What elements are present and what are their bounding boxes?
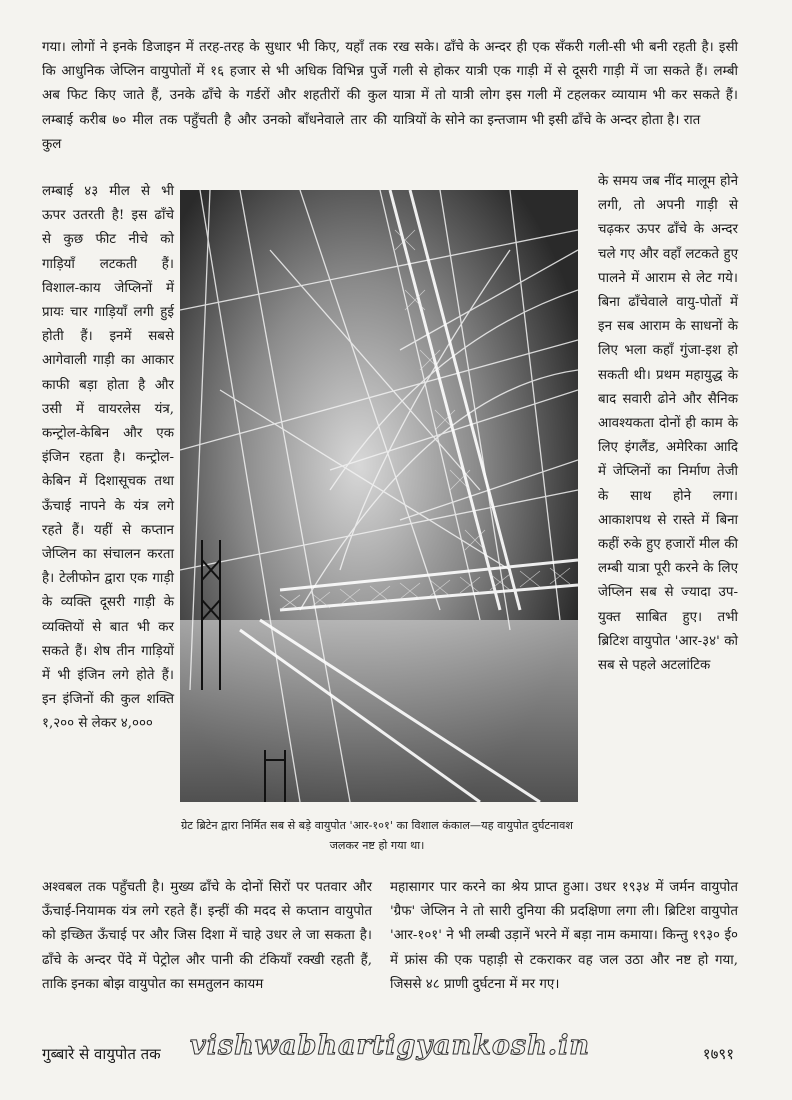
paragraph: लम्बाई ४३ मील से भी ऊपर उतरती है! इस ढाँचे से कुछ फीट नीचे को गाड़ियाँ लटकती हैं। विशाल-काय जेप्लिनों में प्रायः चार गाड़ियाँ लगी हुई होती हैं। इनमें सबसे आगेवाली गाड़ी का आकार काफी बड़ा होता है और उसी में वायरलेस यंत्र, कन्ट्रोल-केबिन और एक इंजिन रहता है। कन्ट्रोल-केबिन में दिशासूचक तथा ऊँचाई नापने के यंत्र लगे रहते हैं। यहीं से कप्तान जेप्लिन का संचालन करता है। टेलीफोन द्वारा एक गाड़ी के व्यक्ति दूसरी गाड़ी के व्यक्तियों से बात भी कर सकते हैं। शेष तीन गाड़ियों में भी इंजिन लगे होते हैं। इन इंजिनों की कुल शक्ति १,२०० से लेकर ४,००० <box>42 184 174 732</box>
paragraph: रख सके। ढाँचे के अन्दर ही एक सँकरी गली-सी भी बनी रहती है। इसी गली से होकर यात्री एक गाड़ी में से दूसरी गाड़ी में जा सकते हैं। लम्बी यात्रा में तो यात्री लोग इस गली में टहलकर व्यायाम भी कर सकते हैं। यात्रियों के सोने का इन्तजाम भी इसी ढाँचे के अन्दर होता है। रात <box>393 40 738 128</box>
running-footer-title: गुब्बारे से वायुपोत तक <box>42 1045 161 1063</box>
text-column-left-narrow <box>42 180 174 737</box>
paragraph: के समय जब नींद मालूम होने लगी, तो अपनी गाड़ी से चढ़कर ऊपर ढाँचे के अन्दर चले गए और वहाँ लटकते हुए पालने में आराम से लेट गये। बिना ढाँचेवाले वायु-पोतों में इन सब आराम के साधनों के लिए भला कहाँ गुंजा-इश हो सकती थी। प्रथम महायुद्ध के बाद सवारी ढोने और सैनिक आवश्यकता दोनों ही काम के लिए इंगलैंड, अमेरिका आदि में जेप्लिनों का निर्माण तेजी के साथ होने लगा। आकाशपथ से रास्ते में बिना कहीं रुके हुए हजारों मील की लम्बी यात्रा पूरी करने के लिए जेप्लिन सब से ज्यादा उप-युक्त साबित हुए। तभी ब्रिटिश वायुपोत 'आर-३४' को सब से पहले अटलांटिक <box>598 174 738 674</box>
text-column-right-narrow <box>598 170 738 678</box>
text-column-bottom-left <box>42 876 372 997</box>
paragraph: महासागर पार करने का श्रेय प्राप्त हुआ। उधर १९३४ में जर्मन वायुपोत 'ग्रैफ' जेप्लिन ने तो सारी दुनिया की प्रदक्षिणा लगा ली। ब्रिटिश वायुपोत 'आर-१०१' ने भी लम्बी उड़ानें भरने में बड़ा नाम कमाया। किन्तु १९३० ई० में फ्रांस की एक पहाड़ी से टकराकर वह जल उठा और नष्ट हो गया, जिससे ४८ प्राणी दुर्घटना में मर गए। <box>390 880 738 992</box>
text-column-bottom-right <box>390 876 738 997</box>
airship-frame-illustration <box>180 190 578 802</box>
paragraph: अश्वबल तक पहुँचती है। मुख्य ढाँचे के दोनों सिरों पर पतवार और ऊँचाई-नियामक यंत्र लगे रहते हैं। इन्हीं की मदद से कप्तान वायुपोत को इच्छित ऊँचाई पर और जिस दिशा में चाहे उधर ले जा सकता है। ढाँचे के अन्दर पेंदे में पेट्रोल और पानी की टंकियाँ रक्खी रहती हैं, ताकि इनका बोझ वायुपोत का समतुलन कायम <box>42 880 372 992</box>
page-number: १७९१ <box>702 1045 734 1063</box>
text-column-right-top <box>393 36 738 133</box>
site-watermark: vishwabhartigyankosh.in <box>190 1030 590 1061</box>
text-column-left-top <box>42 36 387 157</box>
paragraph: गया। लोगों ने इनके डिजाइन में तरह-तरह के सुधार भी किए, यहाँ तक कि आधुनिक जेप्लिन वायुपोतों में १६ हजार से भी अधिक विभिन्न पुर्जे अब फिट किए जाते हैं, उनके ढाँचे के गर्डरों और शहतीरों की कुल लम्बाई करीब ७० मील तक पहुँचती है और उनको बाँधनेवाले तार की कुल <box>42 40 387 152</box>
airship-skeleton-photo <box>180 190 578 802</box>
photo-caption: ग्रेट ब्रिटेन द्वारा निर्मित सब से बड़े वायुपोत 'आर-१०१' का विशाल कंकाल—यह वायुपोत दुर्घटनावश जलकर नष्ट हो गया था। <box>180 819 574 852</box>
